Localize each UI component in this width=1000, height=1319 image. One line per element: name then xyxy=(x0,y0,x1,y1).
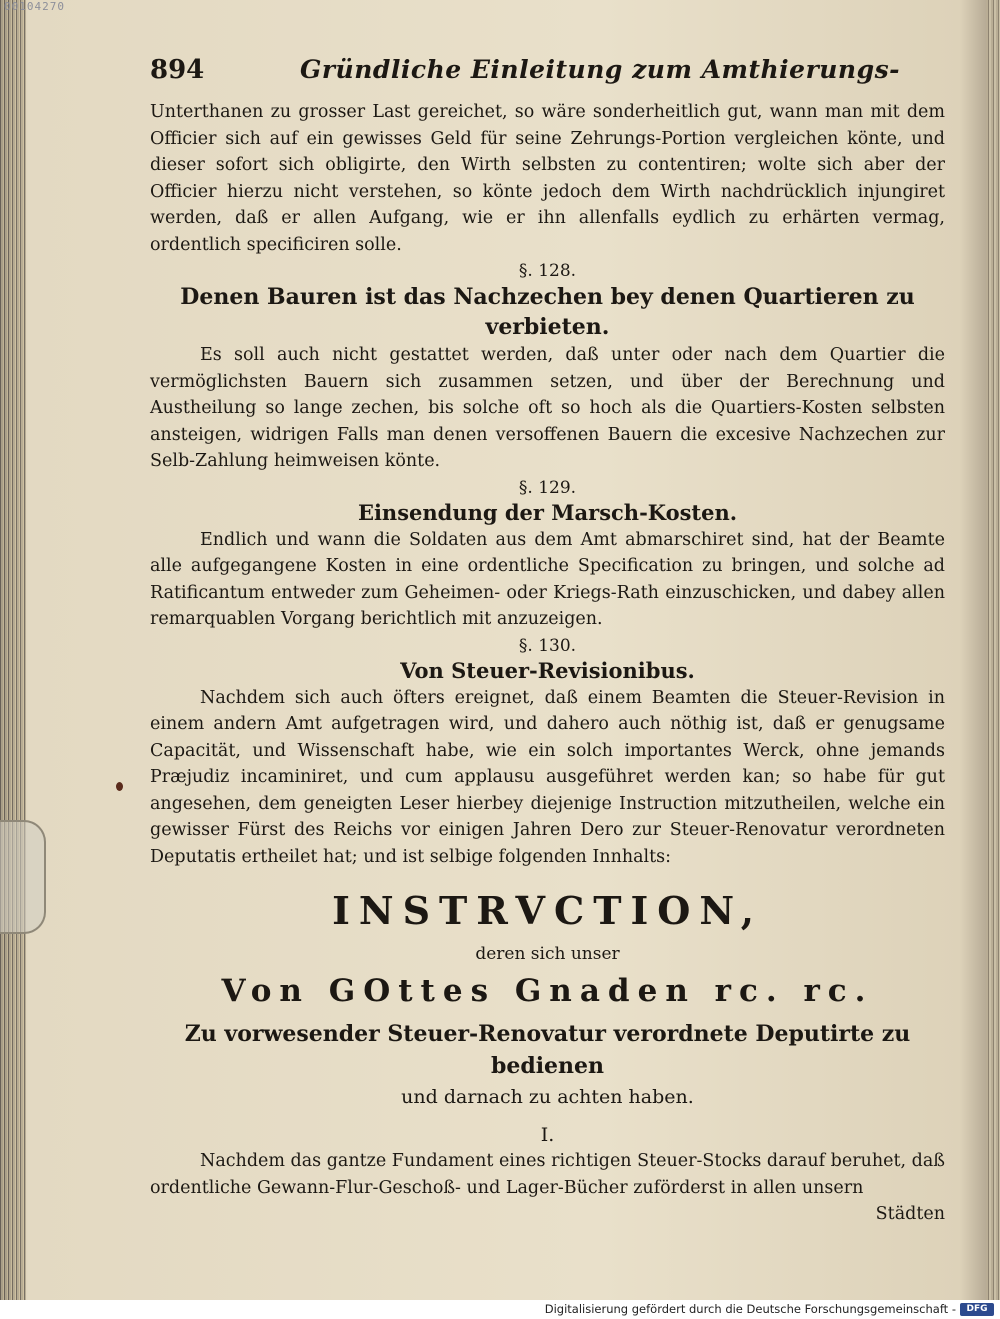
section-130-text: Nachdem sich auch öfters ereignet, daß einem Beamten die Steuer-Revision in einem andern Amt aufgetragen wird, und dahero auch nöthig ist, daß er genugsame Capacität, und Wissenschaft habe, wie ein solch importantes Werck, ohne jemands Præjudiz incaminiret, und cum applausu ausgeführet werden kan; so habe für gut angesehen, dem geneigten Leser hierbey diejenige Instruction mitzutheilen, welche ein gewisser Fürst des Reichs vor einigen Jahren Dero zur Steuer-Renovatur verordneten Deputatis ertheilet hat; und ist selbige folgenden Innhalts: xyxy=(150,687,945,867)
section-129-text: Endlich und wann die Soldaten aus dem Amt abmarschiret sind, hat der Beamte alle aufgegangene Kosten in eine ordentliche Specification zu bringen, und solche ad Ratificantum entweder zum Geheimen- oder Kriegs-Rath einzuschicken, und dabey allen remarquablen Vorgang berichtlich mit anzuzeigen. xyxy=(150,529,945,629)
section-128-title: Denen Bauren ist das Nachzechen bey denen Quartieren zu verbieten. xyxy=(180,284,915,340)
section-128-number: §. 128. xyxy=(518,261,577,281)
footer-credit: Digitalisierung gefördert durch die Deutsche Forschungsgemeinschaft - xyxy=(544,1302,956,1316)
section-130-number: §. 130. xyxy=(518,635,577,656)
section-129-title: Einsendung der Marsch-Kosten. xyxy=(357,499,738,525)
dfg-logo-icon: DFG xyxy=(960,1303,994,1316)
ink-blot xyxy=(116,782,123,791)
section-128-text: Es soll auch nicht gestattet werden, daß unter oder nach dem Quartier die vermöglichsten Bauern sich zusammen setzen, und über der Berechnung und Austheilung so lange zechen, bis solche oft so hoch als die Quartiers-Kosten selbsten ansteigen, widrigen Falls man denen versoffenen Bauern die excesive Nachzechen zur Selb-Zahlung heimweisen könte. xyxy=(150,345,945,471)
instruction-purpose: Zu vorwesender Steuer-Renovatur verordnete Deputirte zu bedienen xyxy=(184,1021,911,1079)
section-130-title: Von Steuer-Revisionibus. xyxy=(400,657,695,683)
instruction-darnach: und darnach zu achten haben. xyxy=(401,1086,694,1108)
article-numeral: I. xyxy=(540,1124,555,1146)
instruction-title: INSTRVCTION, xyxy=(332,888,763,933)
catchword: Städten xyxy=(875,1204,945,1224)
margin-stamp: 00104270 xyxy=(4,0,65,13)
page-number: 894 xyxy=(150,55,205,85)
section-129-number: §. 129. xyxy=(518,477,577,498)
page-header xyxy=(150,55,945,99)
instruction-deren: deren sich unser xyxy=(475,944,620,964)
book-binding xyxy=(0,0,26,1300)
running-title: Gründliche Einleitung zum Amthierungs- xyxy=(300,55,901,84)
instruction-gnaden: Von GOttes Gnaden rc. rc. xyxy=(221,973,874,1009)
page-edges xyxy=(986,0,1000,1300)
page-clip xyxy=(0,820,46,934)
page-content xyxy=(150,55,945,1227)
footer-bar xyxy=(0,1300,1000,1319)
intro-paragraph: Unterthanen zu grosser Last gereichet, so wäre sonderheitlich gut, wann man mit dem Officier sich auf ein gewisses Geld für seine Zehrungs-Portion vergleichen könte, und dieser sofort sich obligirte, den Wirth selbsten zu contentiren; wolte sich aber der Officier hierzu nicht verstehen, so könte jedoch dem Wirth nachdrücklich injungiret werden, daß er allen Aufgang, wie er ihn allenfalls eydlich zu erhärten vermag, ordentlich specificiren solle. xyxy=(150,102,945,255)
article-1-text: Nachdem das gantze Fundament eines richtigen Steuer-Stocks darauf beruhet, daß ordentliche Gewann-Flur-Geschoß- und Lager-Bücher zuförderst in allen unsern xyxy=(150,1151,945,1198)
